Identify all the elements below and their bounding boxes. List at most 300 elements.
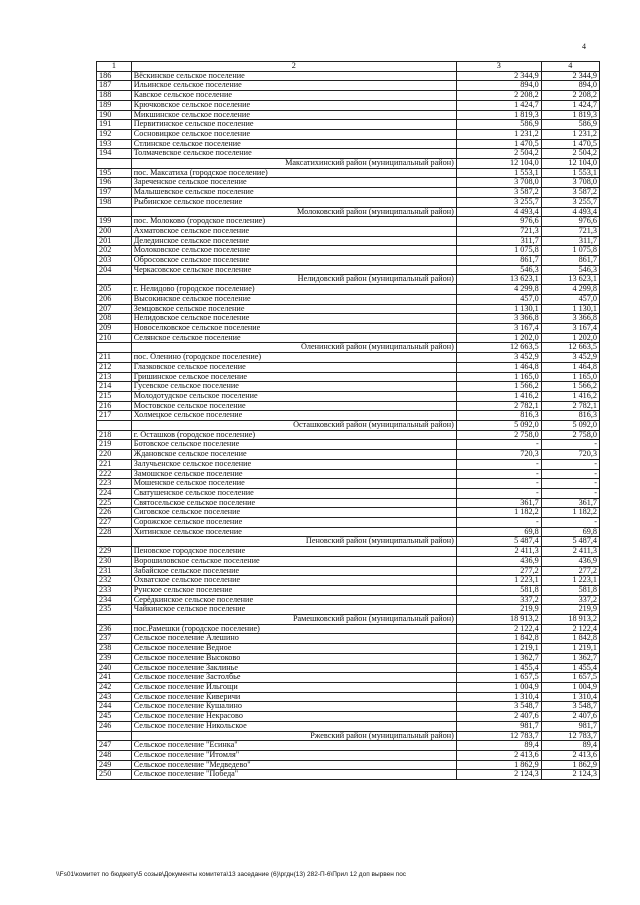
value-col4-cell: 2 407,6 [541, 712, 599, 722]
value-col3-cell: 1 862,9 [456, 760, 541, 770]
name-cell: Ахматовское сельское поселение [131, 226, 456, 236]
table-row [97, 508, 600, 518]
name-cell: Высокинское сельское поселение [131, 294, 456, 304]
value-col4-cell: 1 455,4 [541, 663, 599, 673]
value-col3-cell: 1 464,8 [456, 362, 541, 372]
name-cell: Кавское сельское поселение [131, 91, 456, 101]
row-number-cell: 187 [97, 81, 132, 91]
value-col3-cell: 1 231,2 [456, 129, 541, 139]
value-col3-cell: 1 416,2 [456, 391, 541, 401]
value-col3-cell: 5 092,0 [456, 421, 541, 431]
name-cell: Сельское поселение Застолбье [131, 673, 456, 683]
value-col3-cell: 277,2 [456, 566, 541, 576]
value-col4-cell: 720,3 [541, 450, 599, 460]
value-col4-cell: 277,2 [541, 566, 599, 576]
row-number-cell: 201 [97, 236, 132, 246]
table-row [97, 547, 600, 557]
table-row [97, 226, 600, 236]
page-number: 4 [582, 42, 586, 51]
value-col4-cell: 436,9 [541, 556, 599, 566]
row-number-cell: 225 [97, 498, 132, 508]
district-row [97, 275, 600, 285]
row-number-cell: 234 [97, 595, 132, 605]
value-col4-cell: 1 231,2 [541, 129, 599, 139]
table-row [97, 323, 600, 333]
row-number-cell [97, 731, 132, 741]
row-number-cell: 206 [97, 294, 132, 304]
name-cell: Крючковское сельское поселение [131, 100, 456, 110]
table-row [97, 333, 600, 343]
name-cell: Сельское поселение Алешино [131, 634, 456, 644]
value-col4-cell: 1 862,9 [541, 760, 599, 770]
table-row [97, 382, 600, 392]
row-number-cell [97, 615, 132, 625]
row-number-cell: 243 [97, 692, 132, 702]
value-col4-cell: 981,7 [541, 721, 599, 731]
table-row [97, 653, 600, 663]
value-col3-cell: 1 004,9 [456, 683, 541, 693]
name-cell: Молодотудское сельское поселение [131, 391, 456, 401]
row-number-cell: 212 [97, 362, 132, 372]
row-number-cell [97, 537, 132, 547]
value-col4-cell: 1 464,8 [541, 362, 599, 372]
name-cell: Обросовское сельское поселение [131, 256, 456, 266]
value-col3-cell: 1 455,4 [456, 663, 541, 673]
value-col4-cell: 12 783,7 [541, 731, 599, 741]
name-cell: Новоселковское сельское поселение [131, 323, 456, 333]
row-number-cell: 222 [97, 469, 132, 479]
name-cell: Сельское поселение "Медведево" [131, 760, 456, 770]
row-number-cell: 237 [97, 634, 132, 644]
table-row [97, 411, 600, 421]
name-cell: Сельское поселение Некрасово [131, 712, 456, 722]
name-cell: Нелидовское сельское поселение [131, 314, 456, 324]
value-col3-cell: 219,9 [456, 605, 541, 615]
name-cell: Ржевский район (муниципальный район) [131, 731, 456, 741]
value-col4-cell: 89,4 [541, 741, 599, 751]
table-row [97, 304, 600, 314]
table-row [97, 139, 600, 149]
table-row [97, 566, 600, 576]
row-number-cell: 198 [97, 197, 132, 207]
value-col3-cell: 1 075,8 [456, 246, 541, 256]
row-number-cell: 219 [97, 440, 132, 450]
name-cell: Сватушенское сельское поселение [131, 488, 456, 498]
table-row [97, 265, 600, 275]
value-col3-cell: - [456, 479, 541, 489]
row-number-cell: 205 [97, 285, 132, 295]
header-cell-3: 3 [456, 62, 541, 72]
table-row [97, 100, 600, 110]
table-row [97, 168, 600, 178]
name-cell: Святосельское сельское поселение [131, 498, 456, 508]
name-cell: Сосновицкое сельское поселение [131, 129, 456, 139]
value-col3-cell: 2 411,3 [456, 547, 541, 557]
value-col4-cell: 12 663,5 [541, 343, 599, 353]
row-number-cell: 188 [97, 91, 132, 101]
value-col3-cell: 3 708,0 [456, 178, 541, 188]
value-col4-cell: 861,7 [541, 256, 599, 266]
value-col3-cell: 1 657,5 [456, 673, 541, 683]
row-number-cell: 231 [97, 566, 132, 576]
row-number-cell: 229 [97, 547, 132, 557]
row-number-cell: 210 [97, 333, 132, 343]
value-col3-cell: 5 487,4 [456, 537, 541, 547]
row-number-cell: 207 [97, 304, 132, 314]
table-row [97, 721, 600, 731]
value-col4-cell: - [541, 459, 599, 469]
value-col4-cell: 546,3 [541, 265, 599, 275]
value-col4-cell: 1 310,4 [541, 692, 599, 702]
row-number-cell: 221 [97, 459, 132, 469]
value-col3-cell: 1 566,2 [456, 382, 541, 392]
row-number-cell: 220 [97, 450, 132, 460]
value-col3-cell: 1 470,5 [456, 139, 541, 149]
row-number-cell: 249 [97, 760, 132, 770]
row-number-cell: 226 [97, 508, 132, 518]
value-col4-cell: 816,3 [541, 411, 599, 421]
value-col4-cell: 3 548,7 [541, 702, 599, 712]
row-number-cell: 236 [97, 624, 132, 634]
value-col3-cell: 12 104,0 [456, 159, 541, 169]
value-col4-cell: 894,0 [541, 81, 599, 91]
value-col4-cell: 3 366,8 [541, 314, 599, 324]
value-col3-cell: 3 255,7 [456, 197, 541, 207]
row-number-cell: 241 [97, 673, 132, 683]
row-number-cell: 224 [97, 488, 132, 498]
name-cell: Мошенское сельское поселение [131, 479, 456, 489]
header-cell-2: 2 [131, 62, 456, 72]
value-col4-cell: 2 124,3 [541, 770, 599, 780]
value-col4-cell: - [541, 518, 599, 528]
row-number-cell: 216 [97, 401, 132, 411]
value-col3-cell: 4 299,8 [456, 285, 541, 295]
name-cell: Сельское поселение Киверичи [131, 692, 456, 702]
value-col3-cell: 1 553,1 [456, 168, 541, 178]
name-cell: Замошское сельское поселение [131, 469, 456, 479]
name-cell: Первитинское сельское поселение [131, 120, 456, 130]
row-number-cell: 215 [97, 391, 132, 401]
value-col3-cell: 861,7 [456, 256, 541, 266]
name-cell: Максатихинский район (муниципальный район) [131, 159, 456, 169]
name-cell: Сельское поселение Ильгощи [131, 683, 456, 693]
district-row [97, 207, 600, 217]
row-number-cell: 230 [97, 556, 132, 566]
value-col4-cell: 69,8 [541, 527, 599, 537]
value-col4-cell: 2 413,6 [541, 750, 599, 760]
row-number-cell: 245 [97, 712, 132, 722]
value-col4-cell: - [541, 469, 599, 479]
value-col3-cell: 337,2 [456, 595, 541, 605]
value-col3-cell: - [456, 488, 541, 498]
row-number-cell: 246 [97, 721, 132, 731]
value-col3-cell: 720,3 [456, 450, 541, 460]
row-number-cell: 189 [97, 100, 132, 110]
name-cell: Рунское сельское поселение [131, 585, 456, 595]
value-col3-cell: 4 493,4 [456, 207, 541, 217]
name-cell: Черкасовское сельское поселение [131, 265, 456, 275]
row-number-cell: 228 [97, 527, 132, 537]
value-col3-cell: 3 452,9 [456, 353, 541, 363]
value-col4-cell: 1 075,8 [541, 246, 599, 256]
value-col4-cell: 3 167,4 [541, 323, 599, 333]
name-cell: Пеновское городское поселение [131, 547, 456, 557]
value-col3-cell: 1 130,1 [456, 304, 541, 314]
value-col4-cell: 3 587,2 [541, 188, 599, 198]
name-cell: Ботовское сельское поселение [131, 440, 456, 450]
table-row [97, 459, 600, 469]
table-row [97, 692, 600, 702]
row-number-cell: 214 [97, 382, 132, 392]
value-col4-cell: 2 782,1 [541, 401, 599, 411]
table-row [97, 401, 600, 411]
value-col4-cell: 3 255,7 [541, 197, 599, 207]
row-number-cell: 247 [97, 741, 132, 751]
value-col3-cell: 2 124,3 [456, 770, 541, 780]
name-cell: Залучьенское сельское поселение [131, 459, 456, 469]
district-row [97, 343, 600, 353]
name-cell: пос. Максатиха (городское поселение) [131, 168, 456, 178]
row-number-cell: 250 [97, 770, 132, 780]
value-col3-cell: 546,3 [456, 265, 541, 275]
table-row [97, 294, 600, 304]
value-col3-cell: 3 548,7 [456, 702, 541, 712]
row-number-cell: 195 [97, 168, 132, 178]
value-col4-cell: 1 842,8 [541, 634, 599, 644]
row-number-cell: 242 [97, 683, 132, 693]
value-col4-cell: 337,2 [541, 595, 599, 605]
name-cell: Глазковское сельское поселение [131, 362, 456, 372]
name-cell: Молоковский район (муниципальный район) [131, 207, 456, 217]
value-col4-cell: 361,7 [541, 498, 599, 508]
name-cell: Чайкинское сельское поселение [131, 605, 456, 615]
value-col4-cell: 1 362,7 [541, 653, 599, 663]
name-cell: г. Осташков (городское поселение) [131, 430, 456, 440]
row-number-cell: 217 [97, 411, 132, 421]
file-path-footer: \\Fs01\комитет по бюджету\5 созыв\Документы комитета\13 заседание (6)\ргдн(13) 282-П-6\Прил 12 доп вырвен пос [56, 871, 407, 878]
value-col4-cell: 5 092,0 [541, 421, 599, 431]
table-row [97, 129, 600, 139]
name-cell: Толмачевское сельское поселение [131, 149, 456, 159]
table-row [97, 81, 600, 91]
row-number-cell: 186 [97, 71, 132, 81]
row-number-cell [97, 343, 132, 353]
value-col4-cell: 1 223,1 [541, 576, 599, 586]
table-row [97, 246, 600, 256]
value-col4-cell: 3 452,9 [541, 353, 599, 363]
value-col4-cell: 1 165,0 [541, 372, 599, 382]
table-row [97, 518, 600, 528]
value-col3-cell: 13 623,1 [456, 275, 541, 285]
name-cell: Стлинское сельское поселение [131, 139, 456, 149]
row-number-cell: 190 [97, 110, 132, 120]
row-number-cell: 227 [97, 518, 132, 528]
district-row [97, 159, 600, 169]
table-row [97, 683, 600, 693]
name-cell: Серёдкинское сельское поселение [131, 595, 456, 605]
name-cell: Хитинское сельское поселение [131, 527, 456, 537]
value-col3-cell: 976,6 [456, 217, 541, 227]
value-col3-cell: 69,8 [456, 527, 541, 537]
table-row [97, 372, 600, 382]
row-number-cell: 203 [97, 256, 132, 266]
table-row [97, 605, 600, 615]
value-col3-cell: 457,0 [456, 294, 541, 304]
row-number-cell: 196 [97, 178, 132, 188]
table-row [97, 760, 600, 770]
name-cell: Нелидовский район (муниципальный район) [131, 275, 456, 285]
table-row [97, 236, 600, 246]
table-row [97, 634, 600, 644]
value-col4-cell: 1 470,5 [541, 139, 599, 149]
table-row [97, 595, 600, 605]
value-col3-cell: 2 208,2 [456, 91, 541, 101]
table-row [97, 488, 600, 498]
row-number-cell: 199 [97, 217, 132, 227]
row-number-cell: 192 [97, 129, 132, 139]
name-cell: Сельское поселение "Победа" [131, 770, 456, 780]
row-number-cell: 194 [97, 149, 132, 159]
name-cell: Гришинское сельское поселение [131, 372, 456, 382]
header-cell-1: 1 [97, 62, 132, 72]
value-col3-cell: 981,7 [456, 721, 541, 731]
value-col4-cell: 12 104,0 [541, 159, 599, 169]
name-cell: Сельское поселение Ведное [131, 644, 456, 654]
name-cell: Селянское сельское поселение [131, 333, 456, 343]
name-cell: Забайское сельское поселение [131, 566, 456, 576]
value-col4-cell: 2 411,3 [541, 547, 599, 557]
header-cell-4: 4 [541, 62, 599, 72]
table-row [97, 469, 600, 479]
row-number-cell: 240 [97, 663, 132, 673]
row-number-cell: 204 [97, 265, 132, 275]
value-col3-cell: 18 913,2 [456, 615, 541, 625]
row-number-cell: 193 [97, 139, 132, 149]
row-number-cell: 209 [97, 323, 132, 333]
row-number-cell: 244 [97, 702, 132, 712]
name-cell: пос. Оленино (городское поселение) [131, 353, 456, 363]
name-cell: Молоковское сельское поселение [131, 246, 456, 256]
table-row [97, 556, 600, 566]
table-row [97, 624, 600, 634]
table-row [97, 178, 600, 188]
table-row [97, 750, 600, 760]
table-row [97, 353, 600, 363]
value-col3-cell: 2 413,6 [456, 750, 541, 760]
value-col3-cell: 1 424,7 [456, 100, 541, 110]
table-row [97, 450, 600, 460]
value-col4-cell: - [541, 488, 599, 498]
district-row [97, 615, 600, 625]
name-cell: Сорожское сельское поселение [131, 518, 456, 528]
value-col4-cell: 1 202,0 [541, 333, 599, 343]
table-row [97, 498, 600, 508]
value-col4-cell: 581,8 [541, 585, 599, 595]
name-cell: Вёскинское сельское поселение [131, 71, 456, 81]
name-cell: Микшинское сельское поселение [131, 110, 456, 120]
value-col3-cell: 581,8 [456, 585, 541, 595]
table-row [97, 741, 600, 751]
data-table [96, 61, 600, 780]
name-cell: Малышевское сельское поселение [131, 188, 456, 198]
value-col3-cell: 89,4 [456, 741, 541, 751]
value-col3-cell: 894,0 [456, 81, 541, 91]
name-cell: Гусевское сельское поселение [131, 382, 456, 392]
value-col4-cell: - [541, 479, 599, 489]
value-col4-cell: 4 299,8 [541, 285, 599, 295]
value-col3-cell: 2 758,0 [456, 430, 541, 440]
value-col4-cell: 1 553,1 [541, 168, 599, 178]
row-number-cell: 239 [97, 653, 132, 663]
value-col4-cell: 2 122,4 [541, 624, 599, 634]
value-col3-cell: 2 407,6 [456, 712, 541, 722]
row-number-cell: 202 [97, 246, 132, 256]
row-number-cell: 232 [97, 576, 132, 586]
value-col4-cell: 4 493,4 [541, 207, 599, 217]
name-cell: Мостовское сельское поселение [131, 401, 456, 411]
name-cell: Оленинский район (муниципальный район) [131, 343, 456, 353]
name-cell: Делединское сельское поселение [131, 236, 456, 246]
name-cell: Сельское поселение "Есинка" [131, 741, 456, 751]
table-row [97, 197, 600, 207]
table-row [97, 314, 600, 324]
table-row [97, 673, 600, 683]
name-cell: Зареченское сельское поселение [131, 178, 456, 188]
row-number-cell: 208 [97, 314, 132, 324]
row-number-cell [97, 421, 132, 431]
table-row [97, 188, 600, 198]
value-col3-cell: 2 504,2 [456, 149, 541, 159]
value-col4-cell: 18 913,2 [541, 615, 599, 625]
table-row [97, 217, 600, 227]
value-col4-cell: 2 758,0 [541, 430, 599, 440]
value-col3-cell: 3 167,4 [456, 323, 541, 333]
value-col3-cell: - [456, 469, 541, 479]
value-col3-cell: 1 362,7 [456, 653, 541, 663]
table-row [97, 110, 600, 120]
district-row [97, 421, 600, 431]
table-row [97, 440, 600, 450]
value-col4-cell: 311,7 [541, 236, 599, 246]
name-cell: пос.Рамешки (городское поселение) [131, 624, 456, 634]
table-row [97, 120, 600, 130]
table-row [97, 585, 600, 595]
table-row [97, 770, 600, 780]
row-number-cell: 200 [97, 226, 132, 236]
value-col3-cell: 1 842,8 [456, 634, 541, 644]
table-row [97, 712, 600, 722]
value-col4-cell: 2 344,9 [541, 71, 599, 81]
value-col3-cell: 311,7 [456, 236, 541, 246]
table-row [97, 576, 600, 586]
value-col3-cell: 721,3 [456, 226, 541, 236]
row-number-cell: 191 [97, 120, 132, 130]
row-number-cell: 197 [97, 188, 132, 198]
value-col4-cell: 457,0 [541, 294, 599, 304]
name-cell: Сиговское сельское поселение [131, 508, 456, 518]
value-col4-cell: 3 708,0 [541, 178, 599, 188]
value-col3-cell: 586,9 [456, 120, 541, 130]
value-col3-cell: 12 663,5 [456, 343, 541, 353]
table-row [97, 362, 600, 372]
value-col4-cell: 1 416,2 [541, 391, 599, 401]
value-col3-cell: 3 366,8 [456, 314, 541, 324]
table-row [97, 702, 600, 712]
name-cell: Пеновский район (муниципальный район) [131, 537, 456, 547]
value-col3-cell: 436,9 [456, 556, 541, 566]
value-col4-cell: 586,9 [541, 120, 599, 130]
name-cell: Сельское поселение Высоково [131, 653, 456, 663]
